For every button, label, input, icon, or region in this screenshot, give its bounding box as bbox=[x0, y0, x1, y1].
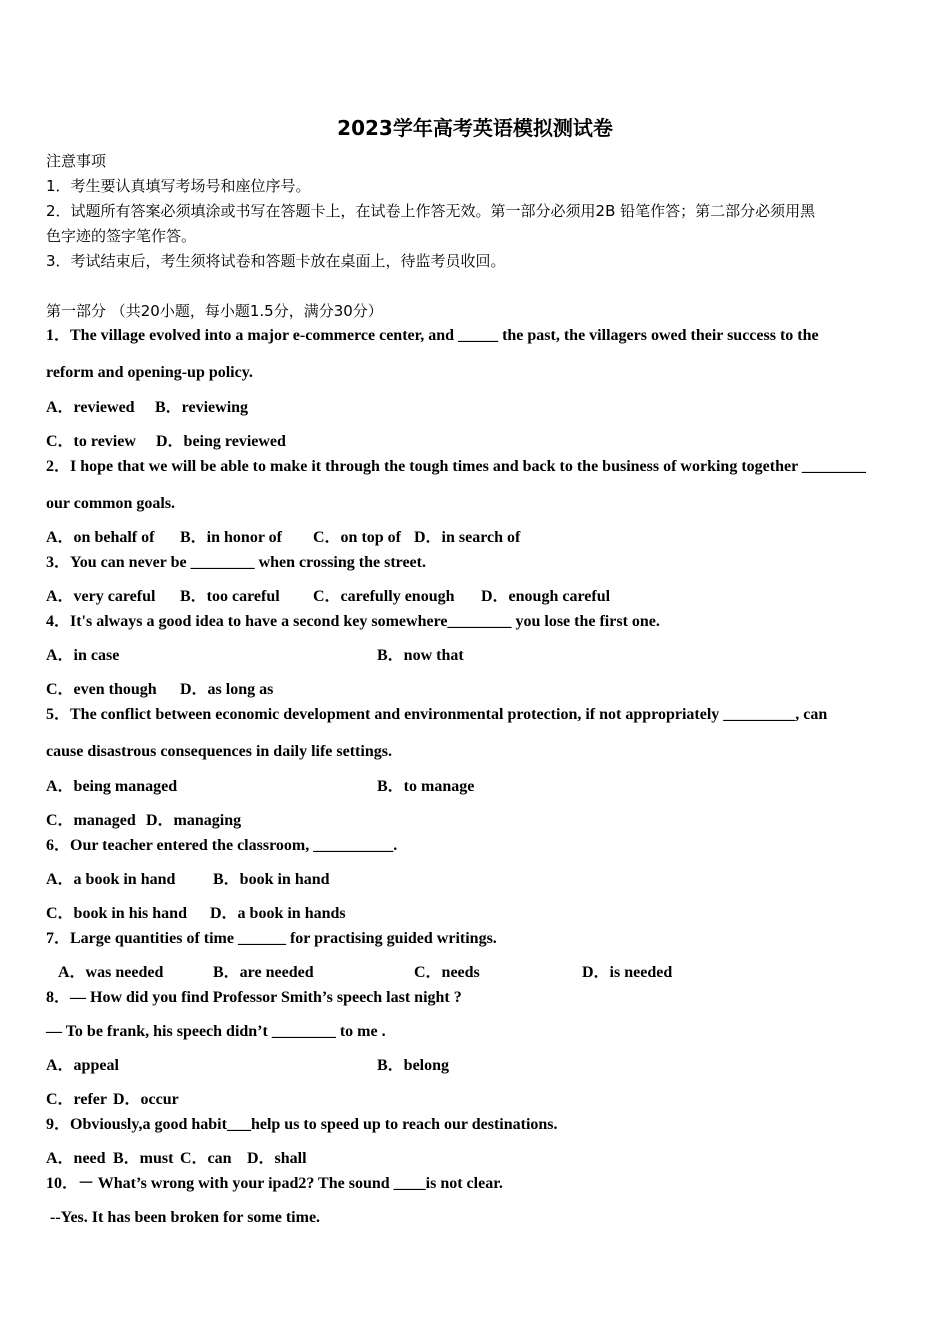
notice-item: 色字迹的签字笔作答。 bbox=[46, 227, 197, 245]
option-d: D．is needed bbox=[582, 964, 673, 981]
option-c: C．even though bbox=[46, 681, 157, 698]
notice-item: 1．考生要认真填写考场号和座位序号。 bbox=[46, 177, 311, 195]
option-a: A．being managed bbox=[46, 778, 178, 795]
option-a: A．a book in hand bbox=[46, 871, 176, 888]
option-c: C．needs bbox=[414, 964, 480, 981]
option-c: C．carefully enough bbox=[313, 588, 455, 605]
notice-item: 2．试题所有答案必须填涂或书写在答题卡上，在试卷上作答无效。第一部分必须用2B 铅笔作答；第二部分必须用黑 bbox=[46, 202, 816, 220]
section-heading: 第一部分 （共20小题，每小题1.5分，满分30分） bbox=[46, 302, 383, 320]
option-b: B．to manage bbox=[377, 778, 475, 795]
option-d: D．shall bbox=[247, 1150, 307, 1167]
option-b: B．belong bbox=[377, 1057, 450, 1074]
option-b: B．book in hand bbox=[213, 871, 330, 888]
option-d: D．a book in hands bbox=[210, 905, 346, 922]
option-c: C．book in his hand bbox=[46, 905, 187, 922]
option-b: B．are needed bbox=[213, 964, 314, 981]
question-stem: 5．The conflict between economic development and environmental protection, if not appropriately _________, can bbox=[46, 706, 828, 723]
option-b: B．too careful bbox=[180, 588, 280, 605]
option-b: B．now that bbox=[377, 647, 464, 664]
option-a: A．on behalf of bbox=[46, 529, 155, 546]
question-stem: reform and opening-up policy. bbox=[46, 364, 253, 381]
question-stem: 10．－ What’s wrong with your ipad2? The sound ____is not clear. bbox=[46, 1175, 503, 1192]
option-b: B．reviewing bbox=[155, 399, 249, 416]
question-stem: 6．Our teacher entered the classroom, __________. bbox=[46, 837, 398, 854]
option-d: D．managing bbox=[146, 812, 242, 829]
option-c: C．can bbox=[180, 1150, 232, 1167]
question-stem: --Yes. It has been broken for some time. bbox=[46, 1209, 321, 1226]
notice-heading: 注意事项 bbox=[46, 152, 107, 170]
option-a: A．very careful bbox=[46, 588, 156, 605]
option-d: D．as long as bbox=[180, 681, 274, 698]
option-b: B．in honor of bbox=[180, 529, 282, 546]
question-stem: 1．The village evolved into a major e-commerce center, and _____ the past, the villagers owed their success to the bbox=[46, 327, 819, 344]
question-stem: 3．You can never be ________ when crossing the street. bbox=[46, 554, 426, 571]
option-d: D．occur bbox=[113, 1091, 179, 1108]
option-a: A．reviewed bbox=[46, 399, 135, 416]
option-a: A．appeal bbox=[46, 1057, 119, 1074]
option-d: D．enough careful bbox=[481, 588, 611, 605]
option-d: D．being reviewed bbox=[156, 433, 286, 450]
question-stem: — To be frank, his speech didn’t ________ to me . bbox=[46, 1023, 386, 1040]
option-a: A．was needed bbox=[58, 964, 164, 981]
question-stem: 4．It's always a good idea to have a second key somewhere________ you lose the first one. bbox=[46, 613, 660, 630]
question-stem: cause disastrous consequences in daily life settings. bbox=[46, 743, 392, 760]
question-stem: 8．— How did you find Professor Smith’s speech last night ? bbox=[46, 989, 462, 1006]
question-stem: 7．Large quantities of time ______ for practising guided writings. bbox=[46, 930, 497, 947]
option-c: C．on top of bbox=[313, 529, 402, 546]
option-a: A．need bbox=[46, 1150, 106, 1167]
option-c: C．managed bbox=[46, 812, 136, 829]
option-d: D．in search of bbox=[414, 529, 521, 546]
page-title: 2023学年高考英语模拟测试卷 bbox=[337, 116, 613, 140]
notice-item: 3．考试结束后，考生须将试卷和答题卡放在桌面上，待监考员收回。 bbox=[46, 252, 506, 270]
question-stem: 9．Obviously,a good habit___help us to speed up to reach our destinations. bbox=[46, 1116, 558, 1133]
question-stem: our common goals. bbox=[46, 495, 176, 512]
option-c: C．refer bbox=[46, 1091, 108, 1108]
question-stem: 2．I hope that we will be able to make it through the tough times and back to the business of working together ________ bbox=[46, 458, 866, 475]
option-c: C．to review bbox=[46, 433, 136, 450]
option-a: A．in case bbox=[46, 647, 120, 664]
option-b: B．must bbox=[113, 1150, 174, 1167]
